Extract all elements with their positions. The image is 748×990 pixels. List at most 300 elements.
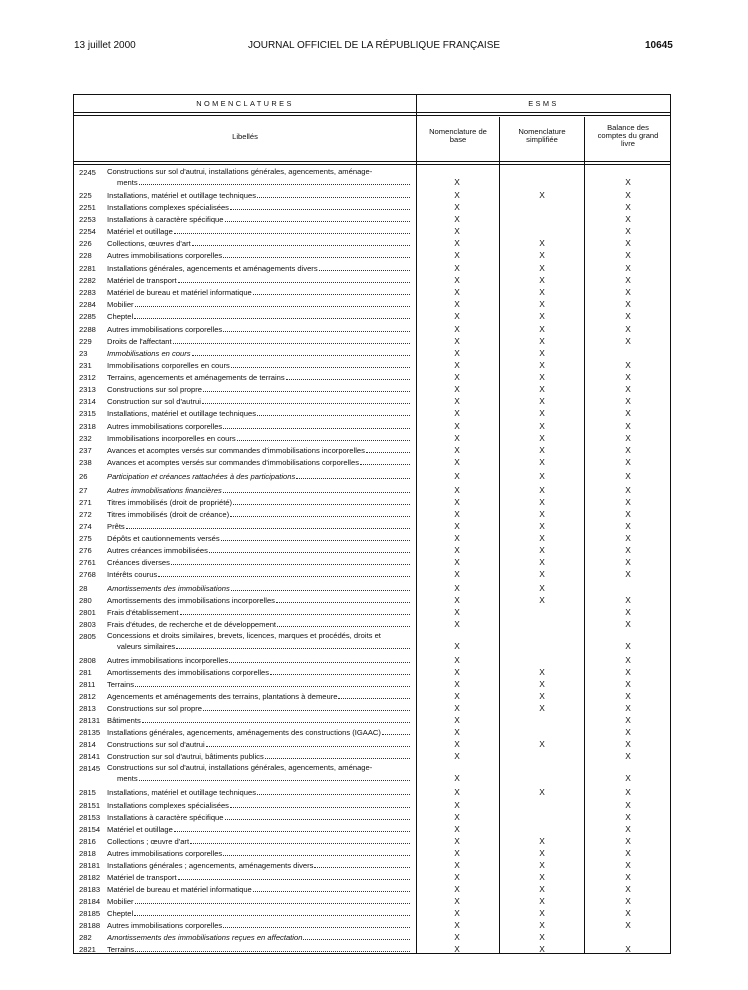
account-code: 28 bbox=[79, 584, 88, 593]
account-label bbox=[107, 485, 410, 496]
table-row bbox=[74, 471, 672, 483]
table-row bbox=[74, 396, 672, 408]
dot-leader bbox=[134, 311, 410, 319]
mark-base: X bbox=[454, 703, 460, 713]
mark-base: X bbox=[454, 848, 460, 858]
dot-leader bbox=[319, 263, 410, 271]
mark-balance: X bbox=[625, 679, 631, 689]
mark-base: X bbox=[454, 384, 460, 394]
table-row bbox=[74, 932, 672, 944]
account-code: 23 bbox=[79, 349, 88, 358]
mark-balance: X bbox=[625, 287, 631, 297]
label-text: Intérêts courus bbox=[107, 570, 158, 579]
mark-simplifiee: X bbox=[539, 944, 545, 954]
account-label bbox=[107, 932, 410, 943]
mark-balance: X bbox=[625, 214, 631, 224]
dot-leader bbox=[314, 860, 410, 868]
mark-simplifiee: X bbox=[539, 238, 545, 248]
dot-leader bbox=[134, 908, 410, 916]
account-code: 2313 bbox=[79, 385, 96, 394]
dot-leader bbox=[276, 595, 410, 603]
mark-balance: X bbox=[625, 336, 631, 346]
mark-simplifiee: X bbox=[539, 275, 545, 285]
dot-leader bbox=[257, 787, 410, 795]
dot-leader bbox=[173, 336, 410, 344]
mark-balance: X bbox=[625, 190, 631, 200]
dot-leader bbox=[178, 275, 410, 283]
table-row bbox=[74, 557, 672, 569]
account-code: 275 bbox=[79, 534, 92, 543]
account-label bbox=[107, 679, 410, 690]
table-row bbox=[74, 457, 672, 469]
account-code: 232 bbox=[79, 434, 92, 443]
account-code: 28185 bbox=[79, 909, 101, 918]
account-label bbox=[107, 190, 410, 201]
mark-balance: X bbox=[625, 360, 631, 370]
account-code: 28141 bbox=[79, 752, 101, 761]
dot-leader bbox=[192, 238, 410, 246]
account-code: 2254 bbox=[79, 227, 96, 236]
table-row bbox=[74, 619, 672, 631]
account-label bbox=[107, 445, 410, 456]
account-label bbox=[107, 848, 410, 859]
mark-balance: X bbox=[625, 457, 631, 467]
label-text: Dépôts et cautionnements versés bbox=[107, 534, 220, 543]
mark-balance: X bbox=[625, 703, 631, 713]
mark-balance: X bbox=[625, 250, 631, 260]
table-row bbox=[74, 583, 672, 595]
account-code: 28182 bbox=[79, 873, 101, 882]
account-code: 237 bbox=[79, 446, 92, 455]
account-label bbox=[107, 583, 410, 594]
dot-leader bbox=[230, 509, 410, 517]
mark-base: X bbox=[454, 812, 460, 822]
mark-balance: X bbox=[625, 715, 631, 725]
label-text: Matériel de bureau et matériel informatique bbox=[107, 288, 252, 297]
label-text: Constructions sur sol propre bbox=[107, 385, 202, 394]
label-text: Amortissements des immobilisations reçues en affectation bbox=[107, 933, 303, 942]
dot-leader bbox=[209, 545, 410, 553]
mark-base: X bbox=[454, 641, 460, 651]
account-label bbox=[107, 263, 410, 274]
table-row bbox=[74, 521, 672, 533]
table-row bbox=[74, 263, 672, 275]
account-label bbox=[107, 457, 410, 468]
label-text: Installations à caractère spécifique bbox=[107, 813, 224, 822]
account-label bbox=[107, 860, 410, 871]
mark-base: X bbox=[454, 884, 460, 894]
table-row bbox=[74, 226, 672, 238]
mark-base: X bbox=[454, 824, 460, 834]
table-row bbox=[74, 691, 672, 703]
dot-leader bbox=[203, 703, 410, 711]
mark-simplifiee: X bbox=[539, 787, 545, 797]
mark-base: X bbox=[454, 457, 460, 467]
mark-simplifiee: X bbox=[539, 521, 545, 531]
account-label bbox=[107, 214, 410, 225]
account-label bbox=[107, 557, 410, 568]
mark-base: X bbox=[454, 311, 460, 321]
account-label bbox=[107, 751, 410, 762]
label-text: Installations complexes spécialisées bbox=[107, 801, 229, 810]
dot-leader bbox=[223, 848, 410, 856]
table-row bbox=[74, 679, 672, 691]
mark-simplifiee: X bbox=[539, 445, 545, 455]
mark-simplifiee: X bbox=[539, 509, 545, 519]
mark-simplifiee: X bbox=[539, 336, 545, 346]
table-row bbox=[74, 812, 672, 824]
mark-simplifiee: X bbox=[539, 836, 545, 846]
column-header-base: Nomenclature de base bbox=[429, 127, 487, 144]
mark-balance: X bbox=[625, 471, 631, 481]
mark-simplifiee: X bbox=[539, 485, 545, 495]
mark-base: X bbox=[454, 557, 460, 567]
mark-balance: X bbox=[625, 848, 631, 858]
mark-balance: X bbox=[625, 727, 631, 737]
label-text: Autres immobilisations corporelles bbox=[107, 325, 223, 334]
table-row bbox=[74, 445, 672, 457]
account-label bbox=[107, 226, 410, 237]
mark-balance: X bbox=[625, 800, 631, 810]
mark-simplifiee: X bbox=[539, 739, 545, 749]
table-row bbox=[74, 763, 672, 785]
mark-balance: X bbox=[625, 884, 631, 894]
account-label bbox=[107, 396, 410, 407]
label-text: Participation et créances rattachées à des participations bbox=[107, 472, 296, 481]
table-row bbox=[74, 533, 672, 545]
dot-leader bbox=[265, 751, 410, 759]
account-label bbox=[107, 944, 410, 955]
table-row bbox=[74, 727, 672, 739]
dot-leader bbox=[296, 471, 410, 479]
mark-base: X bbox=[454, 287, 460, 297]
mark-simplifiee: X bbox=[539, 920, 545, 930]
table-row bbox=[74, 509, 672, 521]
account-label bbox=[107, 703, 410, 714]
mark-simplifiee: X bbox=[539, 408, 545, 418]
dot-leader bbox=[135, 896, 410, 904]
account-code: 2812 bbox=[79, 692, 96, 701]
label-text: Collections ; œuvre d'art bbox=[107, 837, 190, 846]
mark-base: X bbox=[454, 360, 460, 370]
column-header-balance: Balance des comptes du grand livre bbox=[597, 123, 659, 148]
mark-base: X bbox=[454, 607, 460, 617]
label-line: Concessions et droits similaires, brevets, licences, marques et procédés, droits et bbox=[107, 631, 381, 640]
mark-balance: X bbox=[625, 739, 631, 749]
account-label bbox=[107, 372, 410, 383]
label-text: Amortissements des immobilisations incorporelles bbox=[107, 596, 275, 605]
account-label bbox=[107, 691, 410, 702]
label-text: Cheptel bbox=[107, 312, 134, 321]
mark-base: X bbox=[454, 667, 460, 677]
mark-simplifiee: X bbox=[539, 457, 545, 467]
account-label bbox=[107, 311, 410, 322]
account-code: 271 bbox=[79, 498, 92, 507]
account-code: 28181 bbox=[79, 861, 101, 870]
table-row bbox=[74, 703, 672, 715]
account-code: 28188 bbox=[79, 921, 101, 930]
dot-leader bbox=[135, 944, 410, 952]
dot-leader bbox=[203, 384, 410, 392]
mark-base: X bbox=[454, 569, 460, 579]
account-code: 2315 bbox=[79, 409, 96, 418]
account-label bbox=[107, 824, 410, 835]
dot-leader bbox=[231, 583, 410, 591]
mark-simplifiee: X bbox=[539, 545, 545, 555]
mark-simplifiee: X bbox=[539, 703, 545, 713]
mark-balance: X bbox=[625, 372, 631, 382]
mark-simplifiee: X bbox=[539, 595, 545, 605]
dot-leader bbox=[277, 619, 410, 627]
account-code: 228 bbox=[79, 251, 92, 260]
mark-balance: X bbox=[625, 202, 631, 212]
dot-leader bbox=[360, 457, 410, 465]
mark-simplifiee: X bbox=[539, 583, 545, 593]
mark-balance: X bbox=[625, 433, 631, 443]
mark-balance: X bbox=[625, 445, 631, 455]
table-row bbox=[74, 238, 672, 250]
mark-base: X bbox=[454, 263, 460, 273]
account-label bbox=[107, 521, 410, 532]
label-text: Autres immobilisations corporelles bbox=[107, 251, 223, 260]
account-code: 2318 bbox=[79, 422, 96, 431]
mark-balance: X bbox=[625, 509, 631, 519]
dot-leader bbox=[338, 691, 410, 699]
label-text: Amortissements des immobilisations corporelles bbox=[107, 668, 270, 677]
table-row bbox=[74, 485, 672, 497]
label-text: Bâtiments bbox=[107, 716, 141, 725]
mark-simplifiee: X bbox=[539, 896, 545, 906]
mark-base: X bbox=[454, 238, 460, 248]
mark-balance: X bbox=[625, 641, 631, 651]
mark-balance: X bbox=[625, 787, 631, 797]
table-row bbox=[74, 190, 672, 202]
mark-balance: X bbox=[625, 896, 631, 906]
mark-base: X bbox=[454, 471, 460, 481]
dot-leader bbox=[382, 727, 410, 735]
mark-base: X bbox=[454, 619, 460, 629]
account-label bbox=[107, 238, 410, 249]
mark-simplifiee: X bbox=[539, 533, 545, 543]
table-row bbox=[74, 836, 672, 848]
dot-leader bbox=[223, 920, 410, 928]
mark-base: X bbox=[454, 509, 460, 519]
column-header-libelles: Libellés bbox=[232, 132, 258, 141]
dot-leader bbox=[223, 250, 410, 258]
table-row bbox=[74, 497, 672, 509]
label-line: Constructions sur sol d'autrui, installations générales, agencements, aménage- bbox=[107, 763, 373, 772]
mark-base: X bbox=[454, 190, 460, 200]
account-code: 2284 bbox=[79, 300, 96, 309]
mark-base: X bbox=[454, 250, 460, 260]
account-code: 2803 bbox=[79, 620, 96, 629]
mark-base: X bbox=[454, 533, 460, 543]
mark-balance: X bbox=[625, 773, 631, 783]
table-row bbox=[74, 944, 672, 956]
mark-balance: X bbox=[625, 691, 631, 701]
mark-balance: X bbox=[625, 836, 631, 846]
label-text: Autres immobilisations financières bbox=[107, 486, 222, 495]
mark-base: X bbox=[454, 751, 460, 761]
label-text: Prêts bbox=[107, 522, 125, 531]
dot-leader bbox=[233, 497, 410, 505]
mark-simplifiee: X bbox=[539, 299, 545, 309]
table-row bbox=[74, 311, 672, 323]
table-row bbox=[74, 324, 672, 336]
account-label bbox=[107, 631, 410, 651]
label-text: Matériel et outillage bbox=[107, 227, 173, 236]
account-code: 2245 bbox=[79, 168, 96, 177]
mark-balance: X bbox=[625, 324, 631, 334]
dot-leader bbox=[286, 372, 410, 380]
account-label bbox=[107, 287, 410, 298]
account-label bbox=[107, 607, 410, 618]
label-text: Avances et acomptes versés sur commandes d'immobilisations corporelles bbox=[107, 458, 360, 467]
account-code: 282 bbox=[79, 933, 92, 942]
table-row bbox=[74, 250, 672, 262]
mark-simplifiee: X bbox=[539, 263, 545, 273]
label-continuation: valeurs similaires bbox=[117, 641, 176, 651]
account-label bbox=[107, 360, 410, 371]
header-divider bbox=[74, 112, 670, 113]
account-label bbox=[107, 763, 410, 783]
account-code: 2282 bbox=[79, 276, 96, 285]
account-code: 28145 bbox=[79, 764, 101, 773]
account-label bbox=[107, 433, 410, 444]
dot-leader bbox=[231, 360, 410, 368]
account-label bbox=[107, 275, 410, 286]
mark-base: X bbox=[454, 920, 460, 930]
table-row bbox=[74, 348, 672, 360]
account-code: 225 bbox=[79, 191, 92, 200]
label-text: Terrains, agencements et aménagements de terrains bbox=[107, 373, 285, 382]
mark-base: X bbox=[454, 396, 460, 406]
mark-base: X bbox=[454, 177, 460, 187]
account-label bbox=[107, 872, 410, 883]
account-label bbox=[107, 920, 410, 931]
account-code: 2815 bbox=[79, 788, 96, 797]
account-code: 2761 bbox=[79, 558, 96, 567]
dot-leader bbox=[174, 226, 410, 234]
mark-base: X bbox=[454, 324, 460, 334]
dot-leader bbox=[257, 190, 410, 198]
mark-base: X bbox=[454, 348, 460, 358]
dot-leader bbox=[135, 299, 410, 307]
table-row bbox=[74, 607, 672, 619]
account-code: 28154 bbox=[79, 825, 101, 834]
mark-balance: X bbox=[625, 226, 631, 236]
account-code: 2814 bbox=[79, 740, 96, 749]
mark-simplifiee: X bbox=[539, 860, 545, 870]
account-code: 26 bbox=[79, 472, 88, 481]
table-row bbox=[74, 860, 672, 872]
table-row bbox=[74, 896, 672, 908]
label-text: Immobilisations en cours bbox=[107, 349, 191, 358]
dot-leader bbox=[225, 812, 410, 820]
mark-base: X bbox=[454, 932, 460, 942]
dot-leader bbox=[135, 679, 410, 687]
mark-balance: X bbox=[625, 595, 631, 605]
account-label bbox=[107, 202, 410, 213]
label-text: Immobilisations incorporelles en cours bbox=[107, 434, 236, 443]
mark-balance: X bbox=[625, 299, 631, 309]
table-row bbox=[74, 595, 672, 607]
dot-leader bbox=[237, 433, 410, 441]
account-code: 2813 bbox=[79, 704, 96, 713]
table-row bbox=[74, 800, 672, 812]
table-row bbox=[74, 884, 672, 896]
mark-base: X bbox=[454, 595, 460, 605]
table-row bbox=[74, 908, 672, 920]
mark-balance: X bbox=[625, 812, 631, 822]
mark-simplifiee: X bbox=[539, 471, 545, 481]
account-code: 2808 bbox=[79, 656, 96, 665]
label-text: Cheptel bbox=[107, 909, 134, 918]
mark-simplifiee: X bbox=[539, 421, 545, 431]
header-divider bbox=[74, 161, 670, 162]
dot-leader bbox=[202, 396, 410, 404]
label-continuation: ments bbox=[117, 177, 138, 187]
mark-simplifiee: X bbox=[539, 348, 545, 358]
mark-balance: X bbox=[625, 872, 631, 882]
table-row bbox=[74, 433, 672, 445]
mark-simplifiee: X bbox=[539, 396, 545, 406]
account-code: 231 bbox=[79, 361, 92, 370]
account-label bbox=[107, 250, 410, 261]
mark-simplifiee: X bbox=[539, 884, 545, 894]
mark-balance: X bbox=[625, 396, 631, 406]
table-row bbox=[74, 384, 672, 396]
mark-base: X bbox=[454, 214, 460, 224]
account-code: 276 bbox=[79, 546, 92, 555]
mark-base: X bbox=[454, 421, 460, 431]
label-text: Avances et acomptes versés sur commandes d'immobilisations incorporelles bbox=[107, 446, 365, 455]
mark-balance: X bbox=[625, 751, 631, 761]
account-code: 2801 bbox=[79, 608, 96, 617]
mark-base: X bbox=[454, 787, 460, 797]
label-text: Frais d'études, de recherche et de développement bbox=[107, 620, 277, 629]
account-code: 28135 bbox=[79, 728, 101, 737]
account-label bbox=[107, 384, 410, 395]
account-code: 2816 bbox=[79, 837, 96, 846]
mark-simplifiee: X bbox=[539, 848, 545, 858]
account-label bbox=[107, 908, 410, 919]
dot-leader bbox=[230, 800, 410, 808]
mark-balance: X bbox=[625, 263, 631, 273]
mark-balance: X bbox=[625, 408, 631, 418]
nomenclature-table bbox=[73, 94, 671, 954]
account-label bbox=[107, 509, 410, 520]
mark-base: X bbox=[454, 521, 460, 531]
table-row bbox=[74, 287, 672, 299]
mark-simplifiee: X bbox=[539, 679, 545, 689]
label-text: Mobilier bbox=[107, 300, 134, 309]
label-line: Constructions sur sol d'autrui, installations générales, agencements, aménage- bbox=[107, 167, 373, 176]
mark-base: X bbox=[454, 408, 460, 418]
mark-base: X bbox=[454, 727, 460, 737]
mark-base: X bbox=[454, 860, 460, 870]
account-code: 2314 bbox=[79, 397, 96, 406]
account-code: 229 bbox=[79, 337, 92, 346]
label-text: Matériel de bureau et matériel informatique bbox=[107, 885, 252, 894]
mark-base: X bbox=[454, 372, 460, 382]
dot-leader bbox=[223, 324, 410, 332]
mark-balance: X bbox=[625, 655, 631, 665]
mark-base: X bbox=[454, 226, 460, 236]
label-text: Installations, matériel et outillage techniques bbox=[107, 191, 257, 200]
mark-balance: X bbox=[625, 944, 631, 954]
dot-leader bbox=[303, 932, 410, 940]
